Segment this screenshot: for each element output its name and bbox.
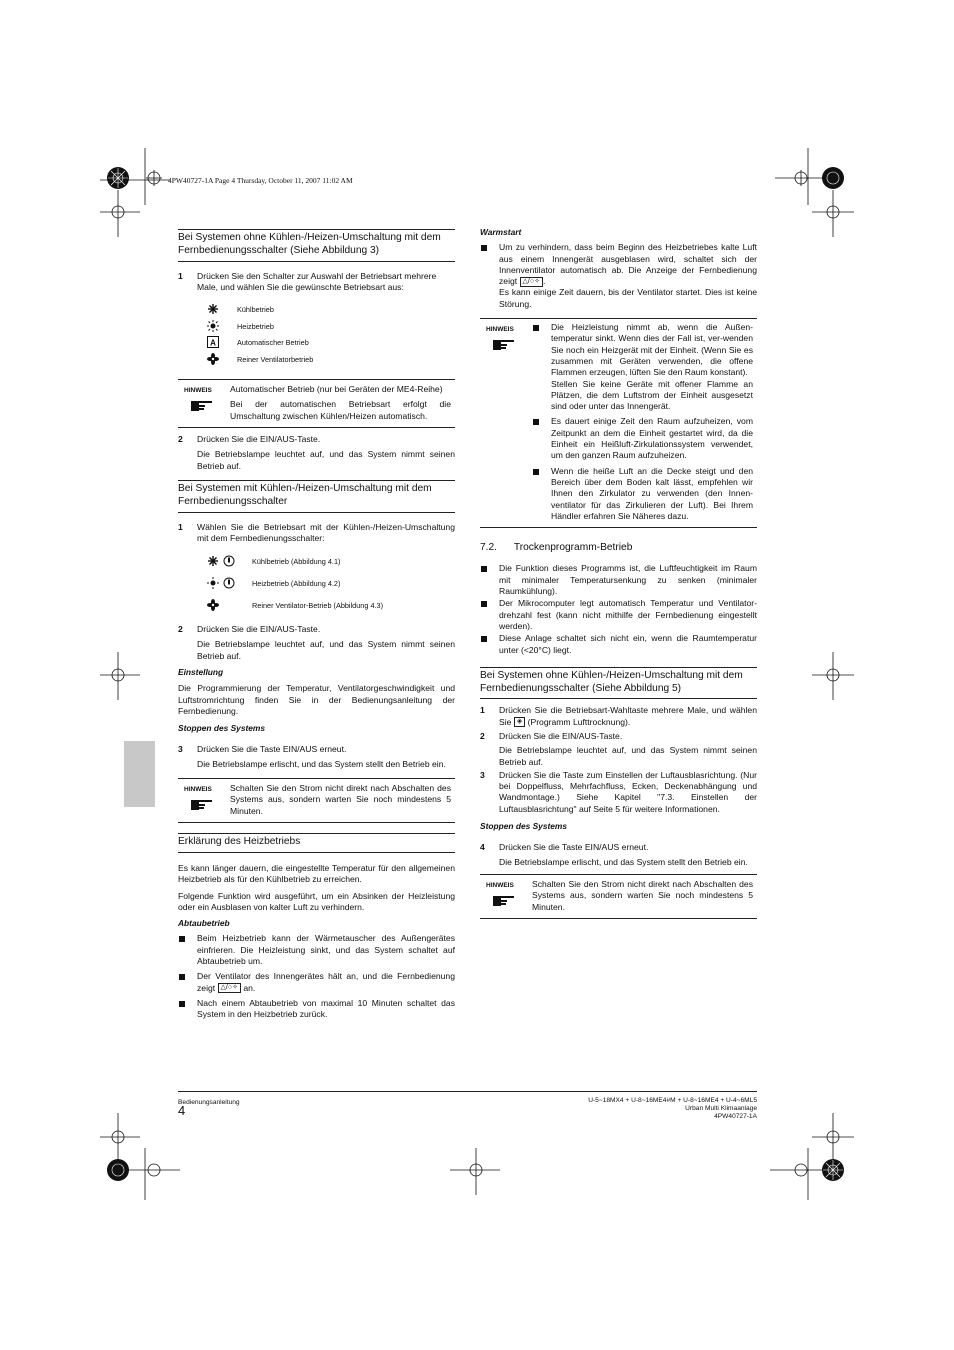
mode-auto: A Automatischer Betrieb: [207, 334, 455, 351]
dry-bullet-2: Der Mikrocomputer legt automatisch Temperatur und Ventilator-drehzahl fest (kann nicht mithilfe der Fernbedienung eingestellt werden).: [480, 598, 757, 632]
dry-mode-icon: ◈: [514, 717, 525, 727]
thermometer-icon: [223, 555, 235, 567]
footer-models: U-5~18MX4 + U-8~16ME4#M + U-8~16ME4 + U-4~6ML5 Urban Multi Klimaanlage 4PW40727-1A: [588, 1097, 757, 1120]
snowflake-icon: [207, 555, 219, 567]
note-power: HINWEIS Schalten Sie den Strom nicht direkt nach Abschalten des Systems aus, sondern warten Sie noch mindestens 5 Minuten.: [178, 778, 455, 823]
dry-step-4-detail: Die Betriebslampe erlischt, und das System stellt den Betrieb ein.: [499, 856, 748, 867]
warmstart-title: Warmstart: [480, 227, 522, 237]
s2-step-1: 1 Wählen Sie die Betriebsart mit der Kühlen-/Heizen-Umschaltung mit dem Fernbedienungsschalter:: [178, 521, 455, 543]
fan-icon: [207, 353, 219, 365]
note-auto-mode: HINWEIS Automatischer Betrieb (nur bei Geräten der ME4-Reihe) Bei der automatischen Betriebsart erfolgt die Umschaltung zwischen Kühlen/Heizen automatisch.: [178, 379, 455, 428]
defrost-display-icon: △/○✧: [218, 983, 241, 993]
step-3-detail: Die Betriebslampe erlischt, und das System stellt den Betrieb ein.: [197, 758, 446, 769]
mode-heat: Heizbetrieb: [207, 318, 455, 335]
heating-paragraph-2: Folgende Funktion wird ausgeführt, um ein Absinken der Heizleistung oder ein Ausblasen von kalter Luft zu verhindern.: [178, 890, 455, 912]
step-2-detail: Die Betriebslampe leuchtet auf, und das System nimmt seinen Betrieb auf.: [197, 449, 455, 471]
mode2-cool: Kühlbetrieb (Abbildung 4.1): [207, 553, 455, 575]
fan-icon: [207, 599, 219, 611]
mode2-heat: Heizbetrieb (Abbildung 4.2): [207, 575, 455, 597]
s2-step-2: 2 Drücken Sie die EIN/AUS-Taste.: [178, 624, 321, 635]
step-3: 3 Drücken Sie die Taste EIN/AUS erneut.: [178, 743, 347, 754]
mode-cool: Kühlbetrieb: [207, 301, 455, 318]
abtau-bullet-1: Beim Heizbetrieb kann der Wärmetauscher des Außengerätes einfrieren. Die Heizleistung sinkt, und das System schaltet auf Abtaubetrieb um.: [178, 933, 455, 967]
auto-mode-icon: [207, 336, 219, 348]
dry-step-1: 1 Drücken Sie die Betriebsart-Wahltaste mehrere Male, und wählen Sie ◈ (Programm Lufttrocknung).: [480, 705, 757, 727]
stoppen-title: Stoppen des Systems: [178, 723, 266, 734]
print-header: 4PW40727-1A Page 4 Thursday, October 11, 2007 11:02 AM: [168, 176, 353, 185]
section-title-dry: Bei Systemen ohne Kühlen-/Heizen-Umschaltung mit dem Fernbedienungsschalter (Siehe Abbildung 5): [480, 667, 757, 700]
dry-step-3: 3 Drücken Sie die Taste zum Einstellen der Luftausblasrichtung. (Nur bei Doppelfluss, Mehrfachfluss, Ecken, Deckenabhängung und Wandmontage.) Siehe Kapitel "7.3. Einstellen der Luftausblasrichtung" auf Seite 5 für weitere Informationen.: [480, 769, 757, 814]
pointing-hand-icon: [190, 797, 214, 811]
left-column: [178, 229, 455, 1020]
thermometer-icon: [223, 577, 235, 589]
note-heating-bullet-1: Die Heizleistung nimmt ab, wenn die Außen-temperatur sinkt. Wenn dies der Fall ist, ver-wenden Sie noch ein Heizgerät mit der Einheit. (Wenn Sie es zusammen mit Geräten verwenden, die offene Flammen erzeugen, lüften Sie den Raum konstant). Stellen Sie keine Geräte mit offener Flamme an Plätzen, die dem Luftstrom der Einheit ausgesetzt sind oder unter das Innengerät.: [532, 322, 753, 412]
mode-list: [207, 301, 455, 367]
warmstart-bullet: Um zu verhindern, dass beim Beginn des Heizbetriebes kalte Luft aus einem Innengerät ausgeblasen wird, schaltet sich der Innenventilator automatisch ab. Die Anzeige der Fernbedienung zeigt △/○✧ . Es kann einige Zeit dauern, bis der Ventilator startet. Dies ist keine Störung.: [480, 242, 757, 310]
einstellung-text: Die Programmierung der Temperatur, Ventilatorgeschwindigkeit und Luftstromrichtung finden Sie in der Bedienungsanleitung der Fernbedienung.: [178, 683, 455, 716]
pointing-hand-icon: [492, 893, 516, 907]
abtau-bullet-3: Nach einem Abtaubetrieb von maximal 10 Minuten schaltet das System in den Heizbetrieb zurück.: [178, 998, 455, 1021]
dry-step-2: 2 Drücken Sie die EIN/AUS-Taste.: [480, 730, 623, 741]
dry-bullet-3: Diese Anlage schaltet sich nicht ein, wenn die Raumtemperatur unter (<20°C) liegt.: [480, 633, 757, 656]
chapter-tab: [124, 741, 155, 807]
einstellung-title: Einstellung: [178, 667, 224, 678]
warmstart-display-icon: △/○✧: [520, 277, 543, 287]
note-heating: HINWEIS Die Heizleistung nimmt ab, wenn die Außen-temperatur sinkt. Wenn dies der Fall ist, ver-wenden Sie noch ein Heizgerät mit der Einheit. (Wenn Sie es zusammen mit Geräten verwenden, die offene Flammen erzeugen, lüften Sie den Raum konstant). Stellen Sie keine Geräte mit offener Flamme an Plätzen, die dem Luftstrom der Einheit ausgesetzt sind oder unter das Innengerät. Es dauert einige Zeit den Raum aufzuheizen, vom Zeitpunkt an dem die Einheit gestartet wird, da die Einheit ein Heißluft-Zirkulationssystem verwendet, um den ganzen Raum aufzuheizen. Wenn die heiße Luft an die Decke steigt und den Bereich über dem Boden kalt lässt, empfehlen wir Ihnen den Zirkulator zu verwenden (den Innen-ventilator für das Zirkulieren der Luft). Bei Ihrem Händler erfahren Sie Näheres dazu.: [480, 318, 757, 528]
right-column: [480, 227, 757, 919]
section-title-heating: Erklärung des Heizbetriebs: [178, 833, 455, 853]
pointing-hand-icon: [492, 337, 516, 351]
abtau-title: Abtaubetrieb: [178, 918, 230, 929]
snowflake-icon: [207, 303, 219, 315]
svg-text:A: A: [210, 338, 216, 348]
note-heating-bullet-3: Wenn die heiße Luft an die Decke steigt und den Bereich über dem Boden kalt lässt, empfehlen wir Ihnen den Zirkulator zu verwenden (den Innen-ventilator für das Zirkulieren der Luft). Bei Ihrem Händler erfahren Sie Näheres dazu.: [532, 466, 753, 522]
step-2: 2 Drücken Sie die EIN/AUS-Taste.: [178, 434, 321, 445]
step-1: 1 Drücken Sie den Schalter zur Auswahl der Betriebsart mehrere Male, und wählen Sie die gewünschte Betriebsart aus:: [178, 270, 437, 292]
page-number: 4: [178, 1103, 186, 1118]
s2-step-2-detail: Die Betriebslampe leuchtet auf, und das System nimmt seinen Betrieb auf.: [197, 639, 455, 661]
abtau-bullet-2: Der Ventilator des Innengerätes hält an, und die Fernbedienung zeigt △/○✧ an.: [178, 971, 455, 994]
footer-rule: [178, 1091, 757, 1092]
note-dry-power: HINWEIS Schalten Sie den Strom nicht direkt nach Abschalten des Systems aus, sondern warten Sie noch mindestens 5 Minuten.: [480, 874, 757, 919]
dry-step-4: 4 Drücken Sie die Taste EIN/AUS erneut.: [480, 842, 649, 853]
sun-icon: [207, 320, 219, 332]
dry-bullet-1: Die Funktion dieses Programms ist, die Luftfeuchtigkeit im Raum mit minimaler Temperatursenkung zu senken (minimaler Raumkühlung).: [480, 563, 757, 597]
section-title-with-switch: Bei Systemen mit Kühlen-/Heizen-Umschaltung mit dem Fernbedienungsschalter: [178, 480, 455, 513]
sun-icon: [207, 577, 219, 589]
dry-step-2-detail: Die Betriebslampe leuchtet auf, und das System nimmt seinen Betrieb auf.: [499, 745, 757, 767]
section-title-no-switch: Bei Systemen ohne Kühlen-/Heizen-Umschaltung mit dem Fernbedienungsschalter (Siehe Abbildung 3): [178, 229, 455, 262]
pointing-hand-icon: [190, 398, 214, 412]
footer-manual: Bedienungsanleitung: [178, 1099, 240, 1106]
mode2-fan: Reiner Ventilator-Betrieb (Abbildung 4.3): [207, 597, 455, 619]
mode-fan: Reiner Ventilatorbetrieb: [207, 351, 455, 368]
note-heating-bullet-2: Es dauert einige Zeit den Raum aufzuheizen, vom Zeitpunkt an dem die Einheit gestartet wird, da die Einheit ein Heißluft-Zirkulationssystem verwendet, um den ganzen Raum aufzuheizen.: [532, 416, 753, 461]
section-7-2-heading: 7.2. Trockenprogramm-Betrieb: [480, 542, 633, 554]
mode-list-2: [207, 553, 455, 619]
dry-stoppen-title: Stoppen des Systems: [480, 821, 568, 832]
heating-paragraph-1: Es kann länger dauern, die eingestellte Temperatur für den allgemeinen Heizbetrieb als für den Kühlbetrieb zu erreichen.: [178, 862, 455, 885]
